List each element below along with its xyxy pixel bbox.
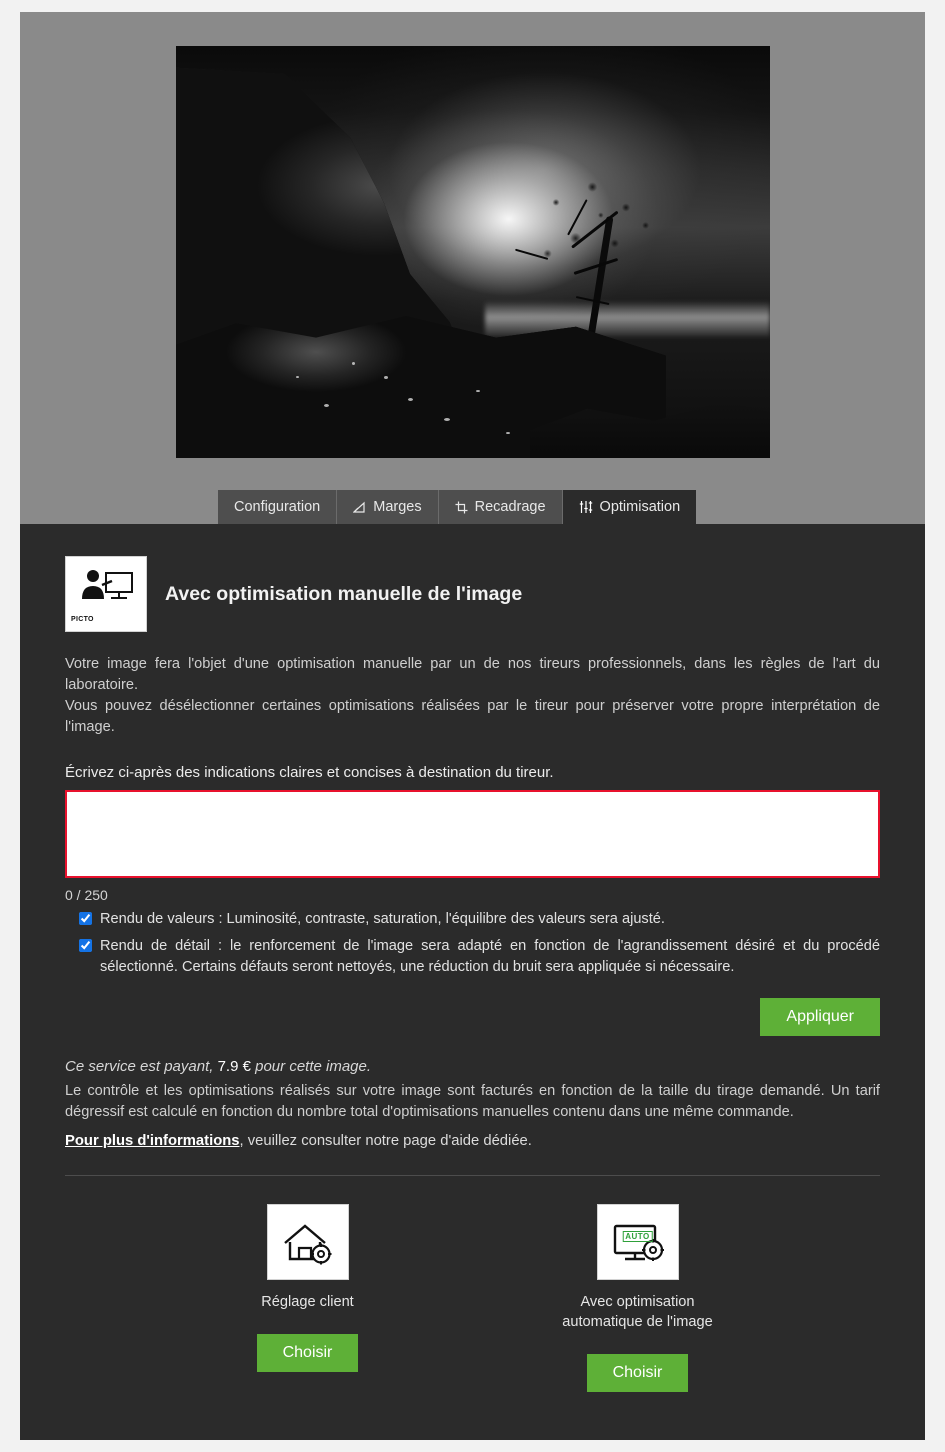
preview-image[interactable] (176, 46, 770, 458)
picto-label: PICTO (71, 616, 94, 623)
margins-icon (353, 501, 366, 514)
page-title: Avec optimisation manuelle de l'image (165, 582, 523, 605)
help-link[interactable]: Pour plus d'informations (65, 1133, 240, 1149)
tab-label: Marges (373, 499, 422, 515)
horizon-glow (485, 301, 770, 337)
tab-configuration[interactable] (218, 490, 337, 524)
price-value: 7.9 € (217, 1058, 251, 1075)
lichen-speck (384, 376, 388, 379)
choice-caption-line1: Avec optimisation (580, 1294, 695, 1310)
checkbox-rendu-detail-label: Rendu de détail : le renforcement de l'image sera adapté en fonction de l'agrandissement désiré et du procédé sélectionné. Certains défauts seront nettoyés, une réduction du bruit sera appliquée si nécessaire. (100, 938, 880, 975)
choose-optimisation-automatique-button[interactable]: Choisir (587, 1354, 689, 1392)
description-paragraph-1: Votre image fera l'objet d'une optimisation manuelle par un de nos tireurs professionnels, dans les règles de l'art du laboratoire. (65, 656, 880, 693)
sliders-icon (579, 500, 593, 514)
checkbox-rendu-detail-input[interactable] (79, 939, 92, 952)
price-line (65, 1058, 880, 1075)
crop-icon (455, 501, 468, 514)
choose-reglage-client-button[interactable]: Choisir (257, 1334, 359, 1372)
tab-recadrage[interactable] (439, 490, 563, 524)
lichen-speck (408, 398, 413, 401)
character-counter: 0 / 250 (65, 887, 108, 903)
photo-canvas (176, 46, 770, 458)
alternative-choices (65, 1204, 880, 1392)
auto-badge: AUTO (622, 1231, 653, 1242)
lichen-speck (324, 404, 329, 407)
choice-reglage-client (208, 1204, 408, 1392)
manual-optimisation-icon (65, 556, 147, 632)
tab-marges[interactable] (337, 490, 438, 524)
lichen-speck (296, 376, 299, 378)
panel-header (65, 556, 880, 632)
configurator-tabs (218, 490, 696, 524)
comment-field-wrapper (65, 790, 880, 883)
image-preview-area (20, 12, 925, 524)
lichen-speck (506, 432, 510, 434)
tab-optimisation[interactable] (563, 490, 697, 524)
apply-row (65, 998, 880, 1036)
monitor-auto-gear-icon[interactable] (597, 1204, 679, 1280)
choice-caption (538, 1292, 738, 1332)
price-prefix: Ce service est payant, (65, 1058, 214, 1075)
checkbox-rendu-valeurs-label: Rendu de valeurs : Luminosité, contraste, saturation, l'équilibre des valeurs sera ajusté. (100, 911, 665, 927)
help-line (65, 1133, 880, 1149)
choice-caption-line2: automatique de l'image (562, 1314, 713, 1330)
tab-label: Recadrage (474, 499, 546, 515)
choose-row (538, 1354, 738, 1392)
choice-caption: Réglage client (261, 1294, 354, 1310)
tireur-instructions-input[interactable] (65, 790, 880, 878)
optimisation-panel (20, 524, 925, 1440)
checkbox-rendu-valeurs[interactable] (65, 909, 880, 930)
lichen-speck (352, 362, 355, 365)
tab-label: Configuration (234, 499, 321, 515)
tab-label: Optimisation (599, 499, 681, 515)
home-gear-icon[interactable] (267, 1204, 349, 1280)
product-configurator (20, 12, 925, 1440)
help-rest: , veuillez consulter notre page d'aide dédiée. (239, 1133, 532, 1149)
description-paragraph-2: Vous pouvez désélectionner certaines optimisations réalisées par le tireur pour préserver votre propre interprétation de l'image. (65, 698, 880, 735)
lichen-speck (476, 390, 480, 392)
instruction-label: Écrivez ci-après des indications claires et concises à destination du tireur. (65, 764, 554, 781)
checkbox-rendu-detail[interactable] (65, 936, 880, 978)
lichen-speck (444, 418, 450, 421)
section-divider (65, 1175, 880, 1176)
choice-optimisation-automatique (538, 1204, 738, 1392)
billing-paragraph: Le contrôle et les optimisations réalisés sur votre image sont facturés en fonction de la taille du tirage demandé. Un tarif dégressif est calculé en fonction du nombre total d'optimisations manuelles contenu dans une même commande. (65, 1083, 880, 1120)
choose-row (208, 1334, 408, 1372)
price-suffix: pour cette image. (255, 1058, 372, 1075)
checkbox-rendu-valeurs-input[interactable] (79, 912, 92, 925)
apply-button[interactable]: Appliquer (760, 998, 880, 1036)
